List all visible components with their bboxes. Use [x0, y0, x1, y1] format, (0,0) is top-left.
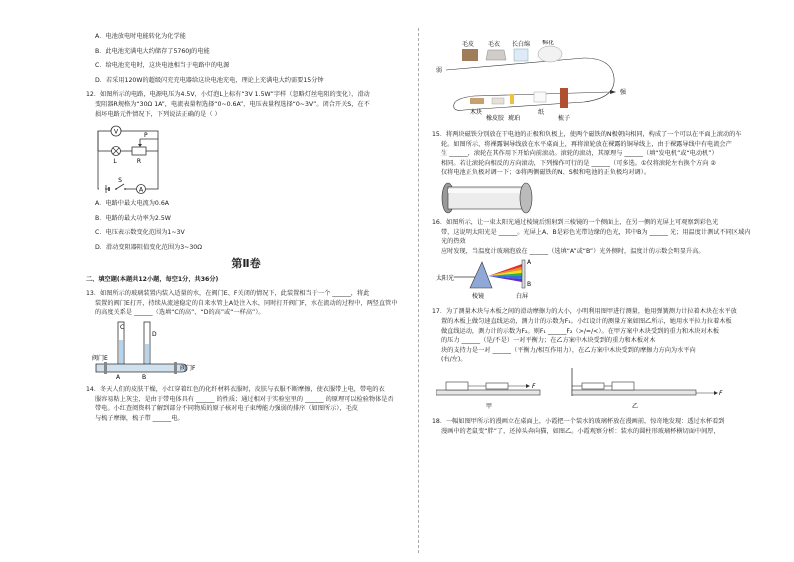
q16-line-3: 应时发现，当温度计玻璃泡放在 ______（选填“A”或“B”）光外侧时，温度计的示数会明显升高。 — [441, 247, 705, 255]
q12-line-3: 损坏电路元件情况下，下列说法正确的是（ ） — [95, 110, 221, 118]
circuit-diagram — [86, 119, 176, 199]
comb-image — [560, 88, 568, 108]
label-d: D — [152, 330, 157, 338]
rheostat-symbol — [132, 147, 146, 155]
q13-line-3: 的高度关系是 ______（选填“C的高”、“D的高”或“一样高”）。 — [95, 309, 265, 317]
prism-shape — [470, 262, 492, 288]
label-weak: 弱 — [436, 67, 443, 74]
q16-line-2: 带，这说明太阳光是 ______。光屏上A、B是彩色光带边缘的色光，其中B为 ______ 光；用温度计测试不同区域内光的热效 — [441, 228, 751, 246]
q17-line-4: 的压力 ______（是/不是）一对平衡力；在乙方案中木块受到的重力和木板对木 — [441, 337, 656, 345]
q12-line-1: 12．如图所示的电路，电源电压为4.5V，小灯泡L上标有“3V 1.5W”字样（忽略灯丝电阻的变化），滑动 — [86, 91, 370, 99]
label-paper: 纸 — [538, 109, 545, 116]
label-jia: 甲 — [486, 402, 493, 410]
q11-option-c: C．给电池充电时，这块电池相当于电路中的电源 — [95, 62, 230, 70]
label-wood: 木块 — [470, 109, 483, 116]
q12-option-b: B．电路的最大功率为2.5W — [95, 214, 171, 222]
fur-image — [462, 49, 478, 61]
q16-line-1: 16．如图所示，让一束太阳光通过棱镜后照射到三棱镜的一个侧面上，在另一侧的光屏上可观察到彩色光 — [432, 218, 719, 226]
wood-image — [470, 98, 484, 104]
friction-measurement-diagram — [436, 368, 726, 412]
label-prism: 棱镜 — [472, 293, 485, 301]
label-amber: 琥珀 — [508, 115, 521, 122]
label-force-yi: F — [719, 389, 723, 397]
q14-line-1: 14．冬天人们的皮肤干燥，小红穿着红色的化纤材料衣服时，皮肤与衣服不断摩擦，使衣服带上电，带电的衣 — [86, 385, 385, 393]
rheostat-label: R — [136, 158, 142, 166]
q17-line-1: 17．为了测量木块与木板之间的滑动摩擦力的大小，小明利用图甲进行测量，他用弹簧测力计拉着木块在水平放 — [432, 308, 737, 316]
spring-scale-jia — [486, 383, 508, 389]
q15-line-2: 轮。如图所示，将裸露铜导线放在水平桌面上，再将滚轮放在裸露的铜导线上，由于裸露导线中有电流会产 — [441, 140, 732, 148]
q12-option-a: A．电路中最大电流为0.6A — [95, 200, 169, 208]
label-strong: 强 — [620, 89, 627, 96]
right-column — [432, 40, 754, 436]
question-17 — [432, 307, 754, 365]
label-b: B — [142, 373, 147, 380]
q14-line-3: 带电。小红查阅资料了解到部分不同物质的原子核对电子束缚能力强弱的排序（如图所示），毛皮 — [95, 405, 358, 413]
q12-options — [86, 199, 406, 252]
question-16 — [432, 218, 754, 256]
sweater-image — [486, 50, 506, 60]
q15-line-5: 仅将电池正负极对调一下；③将两侧磁铁的N、S极和电池的正负极均对调）。 — [441, 169, 651, 177]
q17-line-3: 做直线运动，测力计的示数为F₂。则F₁ ______F₂（>/=/<）。在甲方案中木块受到的重力和木块对木板 — [441, 327, 720, 335]
white-screen — [522, 260, 525, 288]
label-comb: 梳子 — [558, 115, 571, 122]
section-title: 第Ⅱ卷 — [231, 256, 261, 270]
label-valve-f: 阀门F — [180, 364, 196, 372]
left-column — [86, 32, 406, 423]
label-sweater: 毛衣 — [488, 41, 501, 48]
q12-line-2: 变阻器R规格为“30Ω 1A”，电流表量程选择“0~0.6A”，电压表量程选择“0~3V”。闭合开关S，在不 — [95, 100, 370, 108]
q13-line-2: 装置的阀门E打开，持续从流速稳定的自来水管上A处注入水，同时打开阀门F，水在流动的过程中，两竖直管中 — [95, 299, 398, 307]
q12-option-c: C．电压表示数变化范围为1~3V — [95, 229, 185, 237]
label-valve-e: 阀门E — [92, 354, 108, 362]
q11-options — [86, 32, 406, 85]
paper-image — [534, 92, 546, 102]
q15-line-4: 相同。若让滚轮向相反的方向滚动，下列操作可行的是 ______（可多选。①仅将滚轮左右换个方向 ② — [441, 159, 716, 167]
rubber-image — [492, 98, 504, 104]
question-18 — [432, 417, 754, 436]
label-fur: 毛皮 — [462, 41, 475, 48]
q17-line-5: 块的支持力是一对 ______（平衡力/相互作用力），在乙方案中木块受到的摩擦力方向为水平向 — [441, 346, 696, 354]
horizontal-pipe — [96, 364, 187, 372]
q18-line-1: 18．一幅如图甲所示的漫画立在桌面上，小霞把一个装水的玻璃杯放在漫画前，惊奇地发现：透过水杯看到 — [432, 417, 725, 425]
label-force-jia: F — [532, 382, 536, 390]
communicating-vessel-diagram — [92, 318, 232, 380]
label-cotton: 棉花 — [542, 40, 555, 46]
question-13 — [86, 289, 406, 318]
q13-line-1: 13．如图所示的玻璃装置内装入适量的水，在阀门E、F关闭的情况下，此装置相当于一个 ______，将此 — [86, 290, 370, 298]
voltmeter-label: V — [113, 128, 119, 136]
q17-line-2: 置的木板上做匀速直线运动，测力计的示数为F₁。小红设计的测量方案如图乙所示，她用水平拉力拉着木板 — [441, 317, 732, 325]
q15-line-3: 生 ______，滚轮在其作用下开始向前滚动。滚轮的滚动，其原理与 ______（填“发电机”或“电动机”） — [441, 150, 718, 158]
ammeter-label: A — [138, 186, 144, 194]
label-b: B — [527, 281, 532, 289]
question-12 — [86, 90, 406, 119]
q14-line-2: 服容易粘上灰尘，是由于带电体具有 ______ 的性质；通过相对于实验室里的 ______ 的原理可以检验物体是否 — [95, 395, 394, 403]
triboelectric-series-diagram — [434, 40, 634, 130]
column-divider — [418, 28, 419, 553]
board-jia — [436, 390, 540, 395]
label-c: C — [120, 323, 125, 331]
prism-dispersion-diagram — [436, 256, 536, 302]
magnet-battery-roller-diagram — [440, 181, 540, 215]
block-jia — [446, 382, 468, 390]
label-a: A — [116, 373, 121, 380]
valve-f — [174, 362, 177, 374]
label-yi: 乙 — [632, 402, 639, 410]
q18-line-2: 漫画中的老鼠变“胖”了，还掉头奔向猫，如图乙。小霞观察分析：装水的圆柱形玻璃杯横切面中间厚， — [441, 427, 720, 435]
slider-label: P — [144, 132, 148, 140]
silk-image — [514, 49, 528, 61]
q12-option-d: D．滑动变阻器阻值变化范围为3~30Ω — [95, 243, 202, 251]
q14-line-4: 与梳子摩擦，梳子带 ______电。 — [95, 414, 184, 422]
q11-option-b: B．此电池充满电大约储存了5760J的电能 — [95, 47, 210, 55]
label-silk: 长白绵 — [512, 41, 531, 48]
label-sunlight: 太阳光 — [436, 275, 455, 283]
q11-option-d: D．若采用120W的超级闪充充电器给这块电池充电，理论上充满电大约需要15分钟 — [95, 76, 324, 84]
board-yi — [572, 390, 696, 395]
block-yi — [612, 382, 634, 390]
q17-line-6: (右/左)。 — [441, 356, 467, 364]
label-a: A — [527, 259, 532, 267]
spring-scale-yi — [582, 383, 604, 389]
question-14 — [86, 385, 406, 423]
label-rubber: 橡皮胶 — [486, 115, 505, 122]
section-subtitle: 二、填空题(本题共12小题，每空1分，共36分) — [86, 275, 219, 283]
q11-option-a: A．电池放电时电能转化为化学能 — [95, 33, 186, 40]
lamp-label: L — [113, 158, 117, 166]
valve-e — [104, 362, 107, 374]
q15-line-1: 15．将两块磁铁分别放在干电池的正极和负极上，使两个磁铁的N极朝向相同，构成了一个可以在平面上滚动的车 — [432, 131, 742, 138]
question-15 — [432, 130, 754, 178]
switch-label: S — [118, 177, 122, 185]
label-screen: 白屏 — [516, 293, 529, 301]
cotton-image — [538, 46, 562, 62]
amber-image — [510, 94, 514, 104]
